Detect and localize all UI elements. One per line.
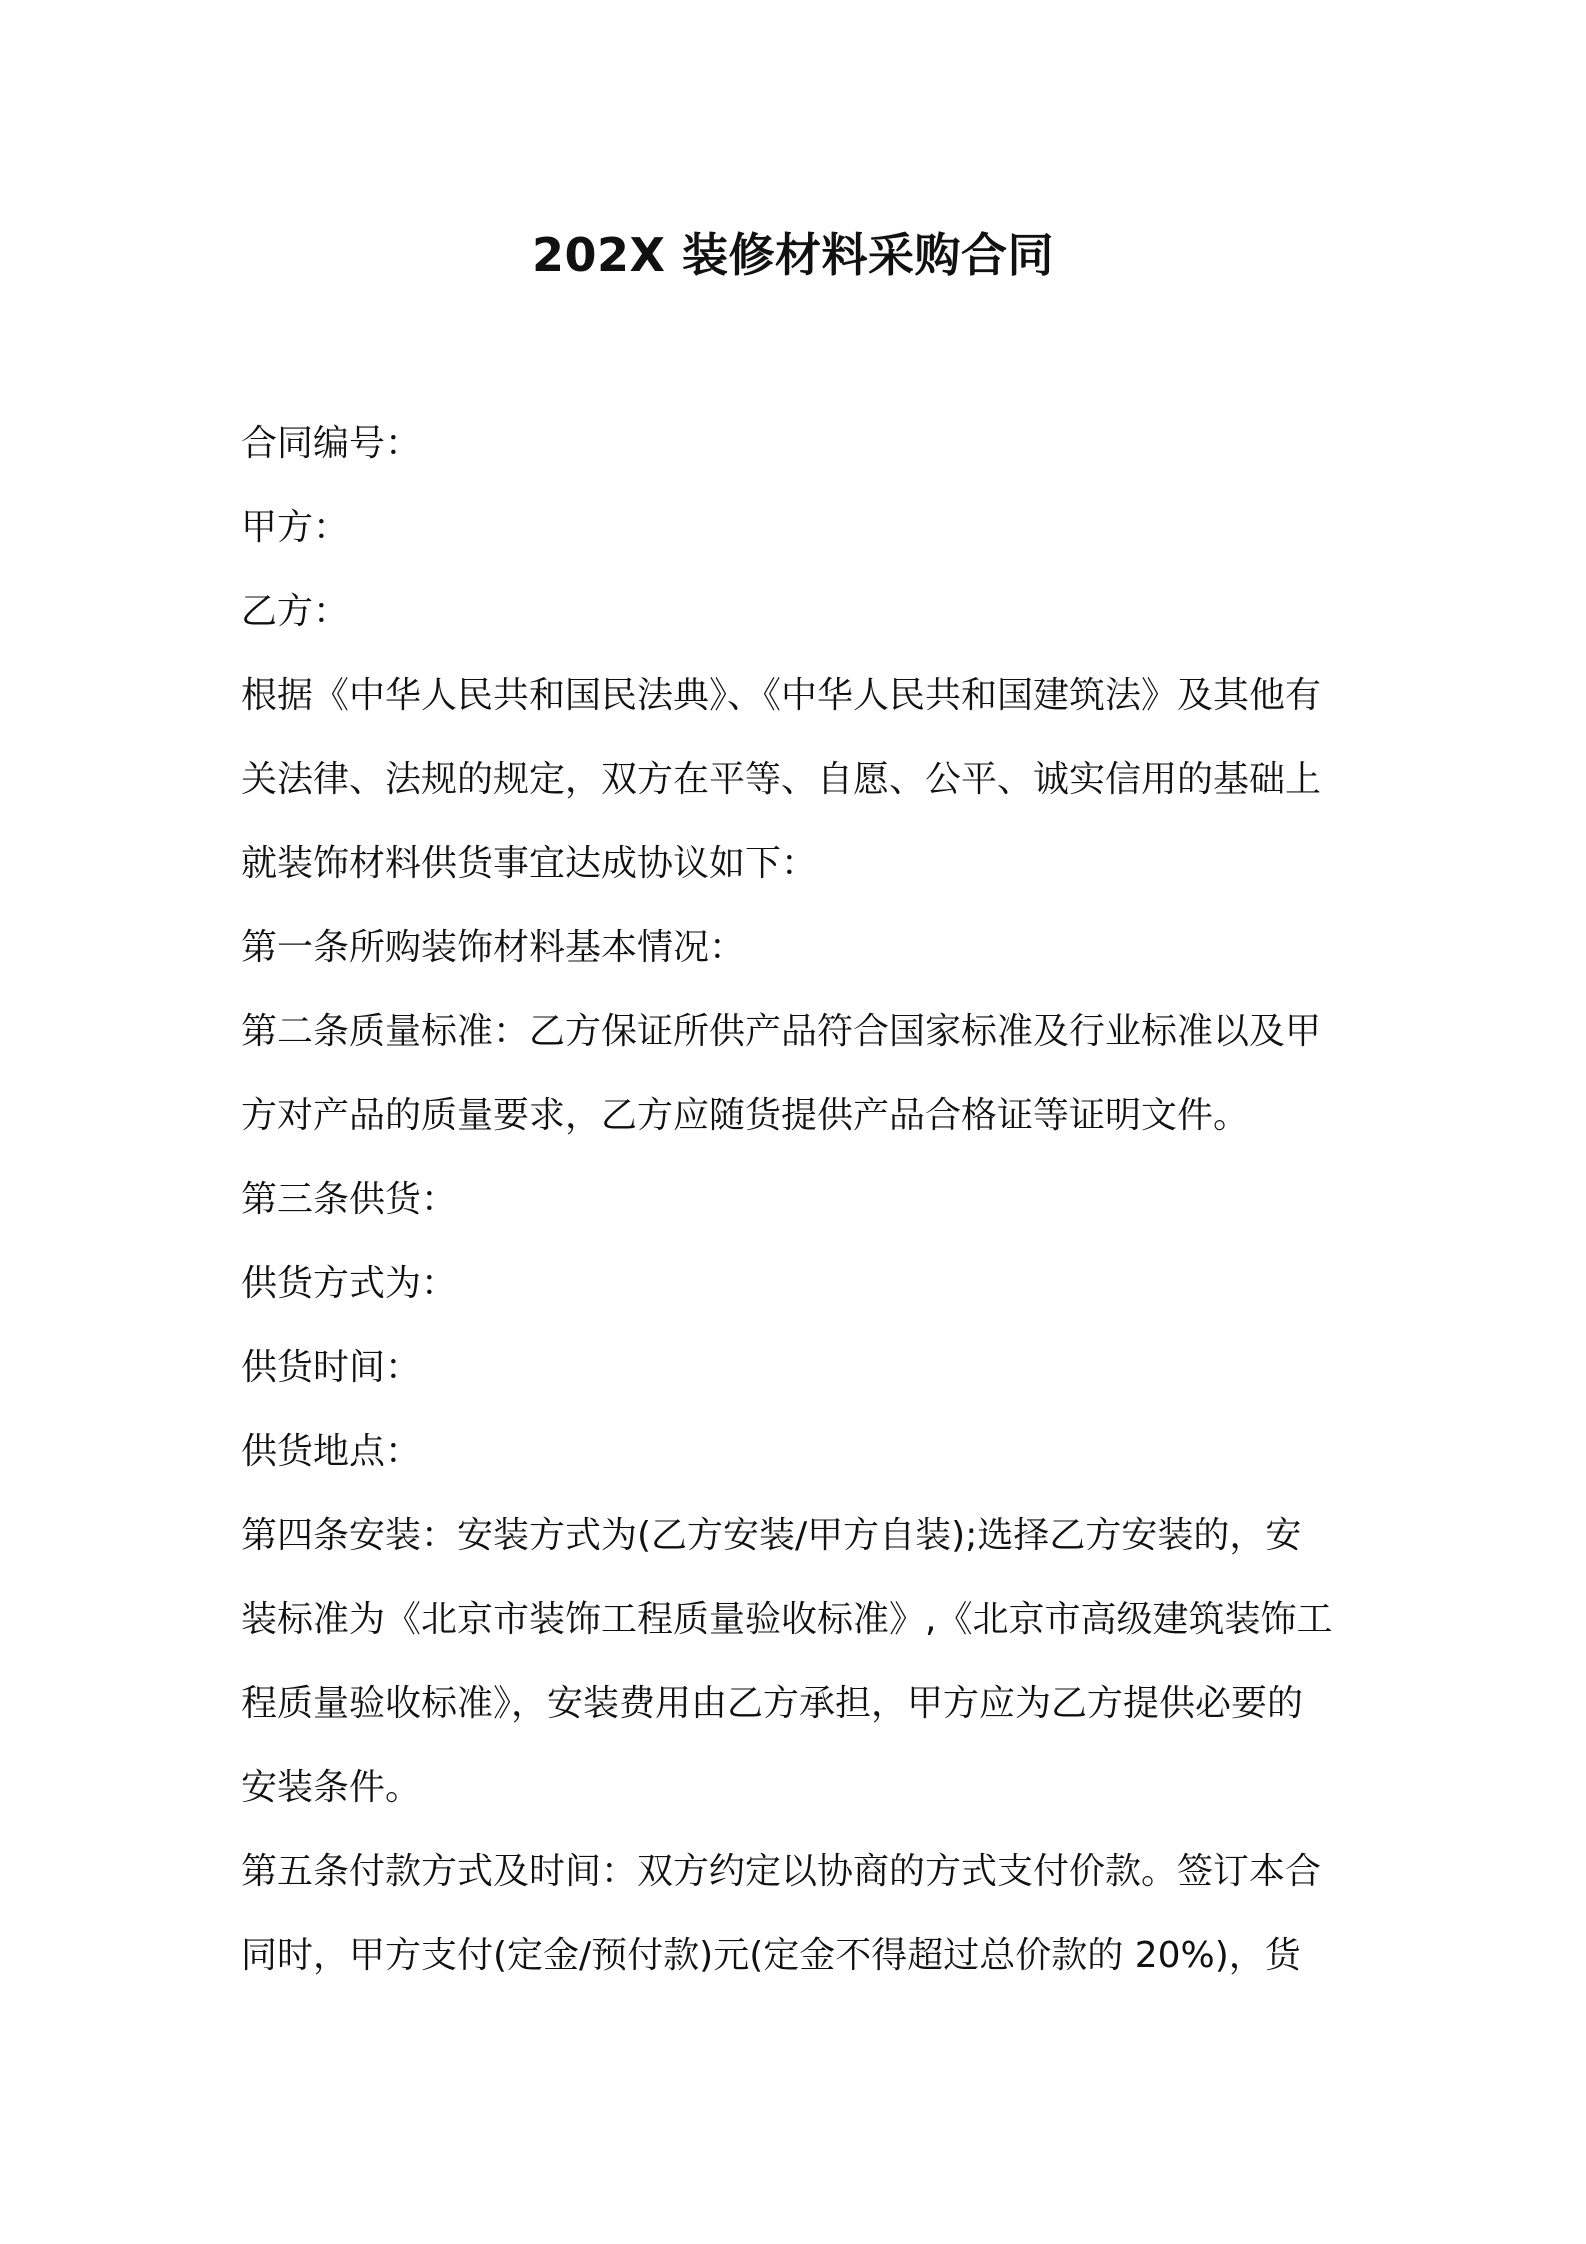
party-b-line: 乙方： (241, 591, 350, 632)
preamble-line-1: 根据《中华人民共和国民法典》、《中华人民共和国建筑法》及其他有 (241, 675, 1322, 716)
supply-location-line: 供货地点： (241, 1431, 422, 1472)
supply-method-line: 供货方式为： (241, 1263, 458, 1304)
article-4-line-2: 装标准为《北京市装饰工程质量验收标准》,《北京市高级建筑装饰工 (241, 1599, 1333, 1640)
preamble-line-2: 关法律、法规的规定，双方在平等、自愿、公平、诚实信用的基础上 (241, 759, 1322, 800)
document-body (241, 402, 1356, 1998)
preamble-line-3: 就装饰材料供货事宜达成协议如下： (241, 843, 818, 884)
article-4-line-1: 第四条安装：安装方式为(乙方安装/甲方自装);选择乙方安装的，安 (241, 1515, 1302, 1556)
article-3-line: 第三条供货： (241, 1179, 458, 1220)
supply-time-line: 供货时间： (241, 1347, 422, 1388)
article-4-line-4: 安装条件。 (241, 1767, 422, 1808)
document-title: 202X 装修材料采购合同 (531, 228, 1054, 282)
contract-number-line: 合同编号： (241, 423, 422, 464)
article-1-line: 第一条所购装饰材料基本情况： (241, 927, 746, 968)
article-2-line-1: 第二条质量标准：乙方保证所供产品符合国家标准及行业标准以及甲 (241, 1011, 1322, 1052)
article-5-line-1: 第五条付款方式及时间：双方约定以协商的方式支付价款。签订本合 (241, 1851, 1322, 1892)
article-4-line-3: 程质量验收标准》，安装费用由乙方承担，甲方应为乙方提供必要的 (241, 1683, 1304, 1724)
article-5-line-2: 同时，甲方支付(定金/预付款)元(定金不得超过总价款的 20%)，货 (241, 1935, 1301, 1976)
party-a-line: 甲方： (241, 507, 350, 548)
article-2-line-2: 方对产品的质量要求，乙方应随货提供产品合格证等证明文件。 (241, 1095, 1250, 1136)
